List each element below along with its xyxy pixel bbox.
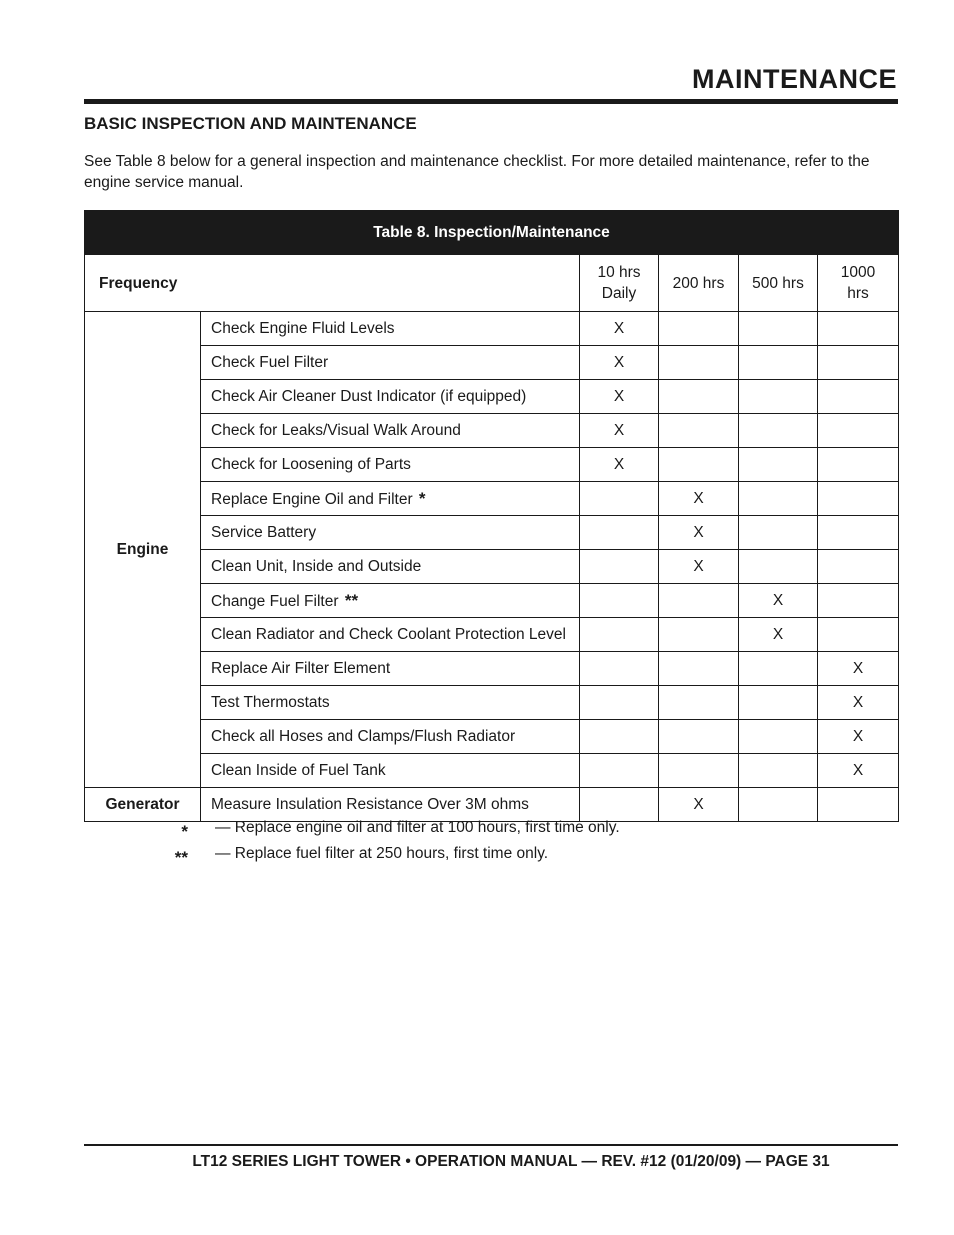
table-row bbox=[85, 550, 899, 584]
title-rule bbox=[84, 99, 898, 104]
task-label: Check Air Cleaner Dust Indicator (if equipped) bbox=[201, 380, 580, 414]
table-row bbox=[85, 312, 899, 346]
section-heading: BASIC INSPECTION AND MAINTENANCE bbox=[84, 114, 417, 133]
group-generator: Generator bbox=[85, 788, 201, 822]
page-title: MAINTENANCE bbox=[692, 64, 897, 94]
task-label: Measure Insulation Resistance Over 3M ohms bbox=[201, 788, 580, 822]
frequency-header: Frequency bbox=[85, 255, 580, 312]
check-mark: X bbox=[659, 516, 739, 550]
check-mark: X bbox=[580, 346, 659, 380]
table-caption: Table 8. Inspection/Maintenance bbox=[85, 211, 899, 255]
group-engine: Engine bbox=[85, 312, 201, 788]
page-footer: LT12 SERIES LIGHT TOWER • OPERATION MANUAL — REV. #12 (01/20/09) — PAGE 31 bbox=[192, 1153, 830, 1170]
check-mark: X bbox=[580, 414, 659, 448]
check-mark: X bbox=[739, 584, 818, 618]
task-label: Clean Radiator and Check Coolant Protection Level bbox=[201, 618, 580, 652]
table-row bbox=[85, 346, 899, 380]
task-label: Check all Hoses and Clamps/Flush Radiator bbox=[201, 720, 580, 754]
task-label: Check Engine Fluid Levels bbox=[201, 312, 580, 346]
check-mark: X bbox=[659, 788, 739, 822]
task-label: Service Battery bbox=[201, 516, 580, 550]
task-label: Check Fuel Filter bbox=[201, 346, 580, 380]
check-mark: X bbox=[580, 312, 659, 346]
table-row bbox=[85, 618, 899, 652]
footnote-text: — Replace fuel filter at 250 hours, first time only. bbox=[215, 845, 549, 862]
task-label: Check for Loosening of Parts bbox=[201, 448, 580, 482]
task-label: Clean Inside of Fuel Tank bbox=[201, 754, 580, 788]
maintenance-table bbox=[84, 210, 899, 822]
interval-header-1000hrs: 1000 hrs bbox=[818, 255, 899, 312]
table-row bbox=[85, 380, 899, 414]
check-mark: X bbox=[739, 618, 818, 652]
check-mark: X bbox=[818, 686, 899, 720]
table-row bbox=[85, 754, 899, 788]
table-row bbox=[85, 686, 899, 720]
task-label: Check for Leaks/Visual Walk Around bbox=[201, 414, 580, 448]
task-label: Replace Air Filter Element bbox=[201, 652, 580, 686]
footnote-marker: ** bbox=[344, 590, 359, 610]
check-mark: X bbox=[580, 448, 659, 482]
check-mark: X bbox=[659, 482, 739, 516]
task-label: Change Fuel Filter ** bbox=[201, 584, 580, 618]
check-mark: X bbox=[818, 754, 899, 788]
table-row bbox=[85, 448, 899, 482]
check-mark: X bbox=[818, 652, 899, 686]
check-mark: X bbox=[659, 550, 739, 584]
interval-header-200hrs: 200 hrs bbox=[659, 255, 739, 312]
task-label: Test Thermostats bbox=[201, 686, 580, 720]
footnote-text: — Replace engine oil and filter at 100 hours, first time only. bbox=[215, 819, 620, 836]
check-mark: X bbox=[818, 720, 899, 754]
table-row bbox=[85, 516, 899, 550]
check-mark: X bbox=[580, 380, 659, 414]
interval-header-10hrs: 10 hrs Daily bbox=[580, 255, 659, 312]
table-row bbox=[85, 720, 899, 754]
table-row bbox=[85, 414, 899, 448]
table-row bbox=[85, 482, 899, 516]
table-row bbox=[85, 584, 899, 618]
footer-rule bbox=[84, 1144, 898, 1146]
intro-paragraph: See Table 8 below for a general inspection and maintenance checklist. For more detailed maintenance, refer to the engine service manual. bbox=[84, 153, 870, 191]
task-label: Clean Unit, Inside and Outside bbox=[201, 550, 580, 584]
table-row bbox=[85, 652, 899, 686]
footnote-symbol: ** bbox=[174, 848, 188, 867]
interval-header-500hrs: 500 hrs bbox=[739, 255, 818, 312]
footnote-marker: * bbox=[418, 488, 426, 508]
table-row bbox=[85, 788, 899, 822]
task-label: Replace Engine Oil and Filter * bbox=[201, 482, 580, 516]
footnote-symbol: * bbox=[181, 822, 188, 841]
